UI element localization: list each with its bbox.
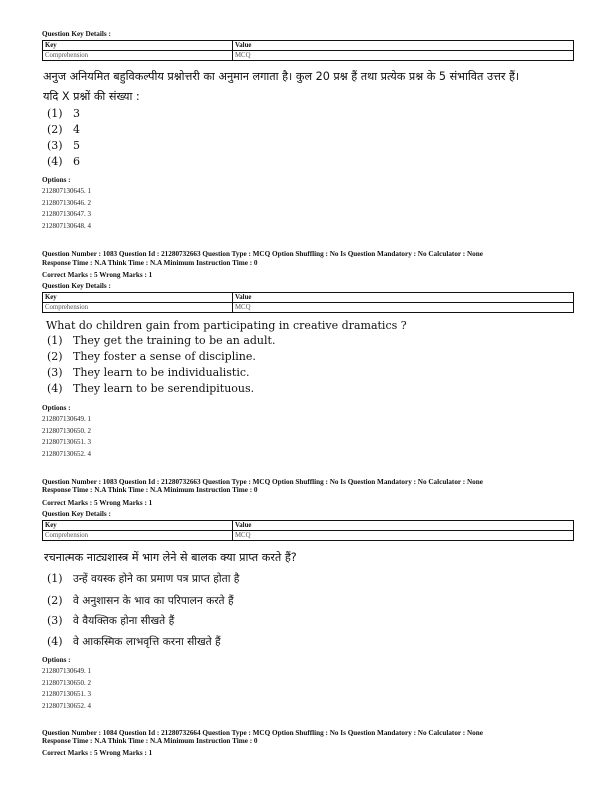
answer-text: 3 xyxy=(73,107,80,120)
answer-choice-4 xyxy=(47,155,80,168)
question-meta-line1: Question Number : 1083 Question Id : 21280732663 Question Type : MCQ Option Shuffling : No Is Question Mandatory : No Calculator : None xyxy=(42,250,483,258)
table-header-row xyxy=(43,521,574,531)
answer-number: (1) xyxy=(47,334,63,347)
answer-choice-4 xyxy=(47,382,254,395)
question-text: रचनात्मक नाट्यशास्त्र में भाग लेने से बालक क्या प्राप्त करते हैं? xyxy=(44,551,297,564)
question-meta-line1: Question Number : 1084 Question Id : 21280732664 Question Type : MCQ Option Shuffling : No Is Question Mandatory : No Calculator : None xyxy=(42,729,483,737)
answer-number: (1) xyxy=(47,572,63,585)
value-cell: MCQ xyxy=(233,531,574,541)
answer-number: (3) xyxy=(47,614,63,627)
question-meta-line2: Response Time : N.A Think Time : N.A Minimum Instruction Time : 0 xyxy=(42,737,258,745)
options-list xyxy=(42,666,91,712)
question-key-details-label: Question Key Details : xyxy=(42,510,111,518)
answer-number: (3) xyxy=(47,139,63,152)
table-row xyxy=(43,51,574,61)
value-header: Value xyxy=(233,521,574,531)
question-meta-line2: Response Time : N.A Think Time : N.A Minimum Instruction Time : 0 xyxy=(42,259,258,267)
answer-text: वे आकस्मिक लाभवृत्ति करना सीखते हैं xyxy=(73,636,221,648)
answer-text: 4 xyxy=(73,123,80,136)
value-cell: MCQ xyxy=(233,303,574,313)
key-cell: Comprehension xyxy=(43,51,233,61)
options-list xyxy=(42,186,91,232)
question-text-line1: अनुज अनियमित बहुविकल्पीय प्रश्नोत्तरी का अनुमान लगाता है। कुल 20 प्रश्न हैं तथा प्रत्येक प्रश्न के 5 संभावित उत्तर हैं। xyxy=(43,70,520,83)
option-id: 212807130650. 2 xyxy=(42,678,91,687)
answer-text: 5 xyxy=(73,139,80,152)
answer-number: (2) xyxy=(47,594,63,607)
value-cell: MCQ xyxy=(233,51,574,61)
key-header: Key xyxy=(43,521,233,531)
question-key-table xyxy=(42,520,574,541)
options-label: Options : xyxy=(42,656,71,664)
answer-number: (3) xyxy=(47,366,63,379)
question-meta-line1: Question Number : 1083 Question Id : 21280732663 Question Type : MCQ Option Shuffling : No Is Question Mandatory : No Calculator : None xyxy=(42,478,483,486)
option-id: 212807130652. 4 xyxy=(42,449,91,458)
question-key-details-label: Question Key Details : xyxy=(42,30,111,38)
option-id: 212807130649. 1 xyxy=(42,415,91,423)
key-cell: Comprehension xyxy=(43,531,233,541)
answer-text: They get the training to be an adult. xyxy=(73,334,276,347)
key-header: Key xyxy=(43,293,233,303)
answer-text: वे अनुशासन के भाव का परिपालन करते हैं xyxy=(73,595,234,607)
answer-choice-1 xyxy=(47,334,275,347)
answer-choice-3 xyxy=(47,614,174,628)
question-meta-line2: Response Time : N.A Think Time : N.A Minimum Instruction Time : 0 xyxy=(42,486,258,494)
question-text-line2: यदि X प्रश्नों की संख्या : xyxy=(43,90,140,103)
answer-text: They foster a sense of discipline. xyxy=(73,350,256,363)
answer-text: 6 xyxy=(73,155,80,168)
options-label: Options : xyxy=(42,176,71,184)
answer-choice-2 xyxy=(47,123,80,136)
question-text: What do children gain from participating in creative dramatics ? xyxy=(46,319,407,332)
options-list xyxy=(42,414,91,460)
answer-choice-1 xyxy=(47,572,239,586)
answer-number: (4) xyxy=(47,635,63,648)
answer-text: They learn to be individualistic. xyxy=(73,366,250,379)
answer-number: (4) xyxy=(47,155,63,168)
answer-choice-2 xyxy=(47,350,256,363)
question-key-table xyxy=(42,292,574,313)
answer-text: उन्हें वयस्क होने का प्रमाण पत्र प्राप्त होता है xyxy=(73,573,240,585)
options-label: Options : xyxy=(42,404,71,412)
answer-choice-3 xyxy=(47,139,80,152)
option-id: 212807130645. 1 xyxy=(42,187,91,195)
key-header: Key xyxy=(43,41,233,51)
table-row xyxy=(43,531,574,541)
question-key-details-label: Question Key Details : xyxy=(42,282,111,290)
option-id: 212807130651. 3 xyxy=(42,690,91,698)
key-cell: Comprehension xyxy=(43,303,233,313)
value-header: Value xyxy=(233,41,574,51)
marks-line: Correct Marks : 5 Wrong Marks : 1 xyxy=(42,271,153,279)
answer-number: (1) xyxy=(47,107,63,120)
option-id: 212807130650. 2 xyxy=(42,426,91,435)
answer-number: (2) xyxy=(47,123,63,136)
option-id: 212807130649. 1 xyxy=(42,667,91,675)
option-id: 212807130652. 4 xyxy=(42,701,91,710)
answer-text: वे वैयक्तिक होना सीखते हैं xyxy=(73,615,175,627)
table-row xyxy=(43,303,574,313)
option-id: 212807130651. 3 xyxy=(42,438,91,446)
question-key-table xyxy=(42,40,574,61)
marks-line: Correct Marks : 5 Wrong Marks : 1 xyxy=(42,749,153,757)
answer-number: (4) xyxy=(47,382,63,395)
marks-line: Correct Marks : 5 Wrong Marks : 1 xyxy=(42,499,153,507)
answer-choice-1 xyxy=(47,107,80,120)
option-id: 212807130648. 4 xyxy=(42,221,91,230)
option-id: 212807130646. 2 xyxy=(42,198,91,207)
answer-text: They learn to be serendipituous. xyxy=(73,382,255,395)
answer-choice-2 xyxy=(47,594,234,608)
answer-choice-4 xyxy=(47,635,221,649)
table-header-row xyxy=(43,293,574,303)
value-header: Value xyxy=(233,293,574,303)
option-id: 212807130647. 3 xyxy=(42,210,91,218)
answer-number: (2) xyxy=(47,350,63,363)
table-header-row xyxy=(43,41,574,51)
answer-choice-3 xyxy=(47,366,250,379)
